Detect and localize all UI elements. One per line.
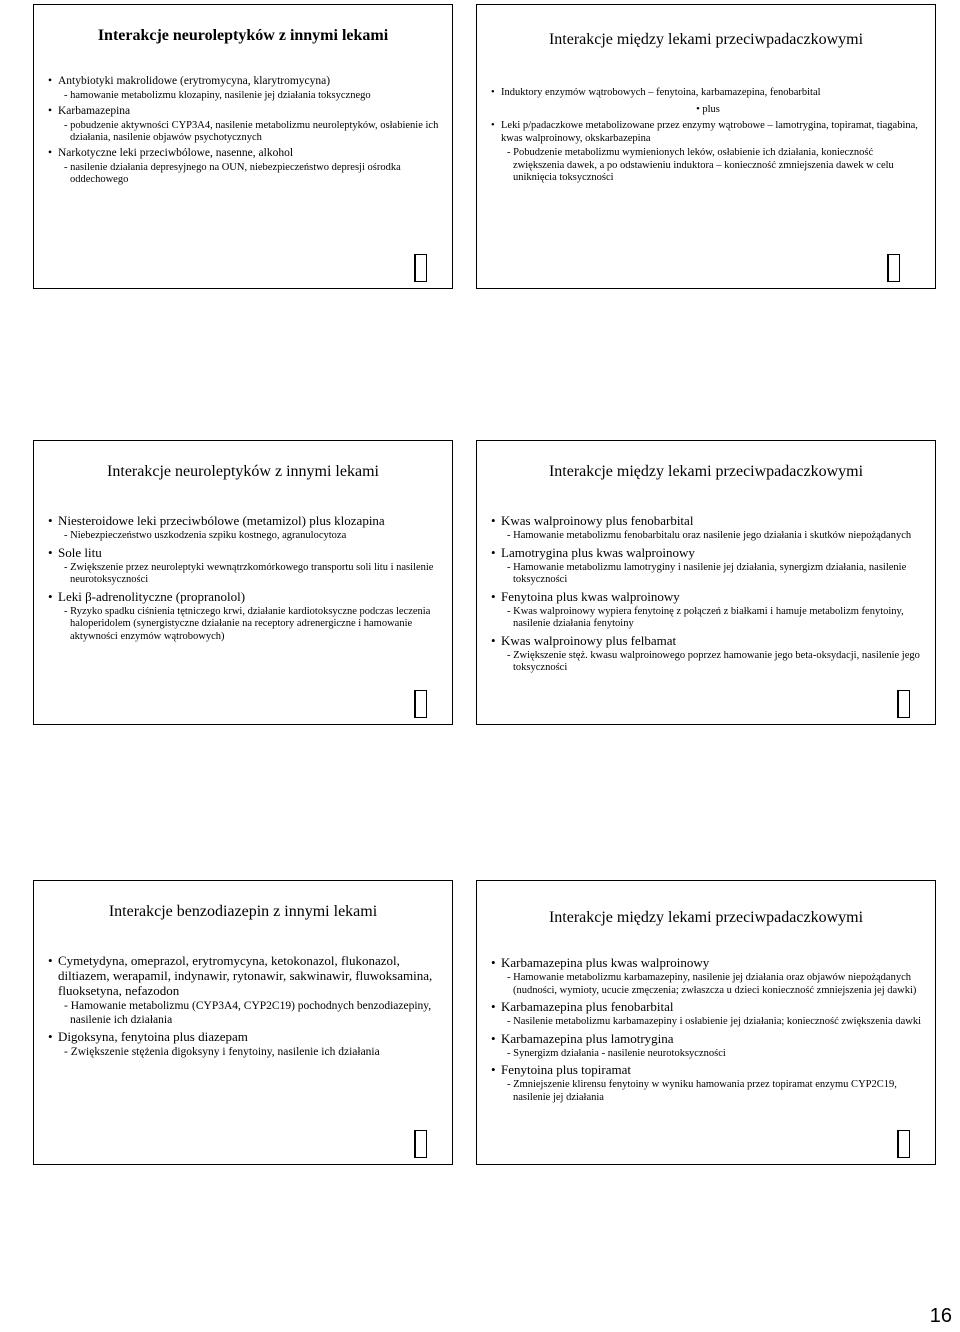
bullet-icon: • [696,103,703,115]
list-subitem: - hamowanie metabolizmu klozapiny, nasilenie jej działania toksycznego [64,90,371,101]
bullet-icon: • [491,544,496,560]
list-item: • Antybiotyki makrolidowe (erytromycyna, klarytromycyna) [48,75,331,87]
list-item: • Fenytoina plus topiramat [491,1062,631,1077]
slide-1 [33,4,453,289]
bullet-icon: • [491,999,496,1014]
bullet-icon: • [48,75,53,87]
list-subitem: - Zwiększenie stęż. kwasu walproinowego poprzez hamowanie jego beta-oksydacji, nasilenie jego toksyczności [507,649,920,673]
slide-body [48,511,442,643]
bullet-icon: • [48,104,53,117]
list-item: • Karbamazepina plus kwas walproinowy [491,955,710,970]
slide-page-icon [414,1130,427,1158]
list-item: • plus [696,103,720,115]
slide-3 [33,440,453,725]
bullet-icon: • [48,1029,53,1044]
slide-title: Interakcje neuroleptyków z innymi lekami [97,27,389,44]
slide-title: Interakcje między lekami przeciwpadaczkowymi [548,909,864,926]
slide-page-icon [414,254,427,282]
list-subitem: - Kwas walproinowy wypiera fenytoinę z połączeń z białkami i hamuje metabolizm fenytoiny, nasilenie działania fenytoiny [507,605,904,629]
list-item: • Niesteroidowe leki przeciwbólowe (metamizol) plus klozapina [48,513,385,528]
list-subitem: - Zwiększenie przez neuroleptyki wewnątrzkomórkowego transportu soli litu i nasilenie neurotoksyczności [64,561,434,585]
bullet-icon: • [491,1030,496,1046]
slide-body [48,73,442,187]
list-subitem: - Pobudzenie metabolizmu wymienionych leków, osłabienie ich działania, konieczność zwiększenia dawek, a po odstawieniu induktora – konieczność zmniejszenia dawek w celu uniknięcia toksyczności [507,147,894,183]
slide-page-icon [897,1130,910,1158]
list-item: • Induktory enzymów wątrobowych – fenytoina, karbamazepina, fenobarbital [491,87,821,98]
bullet-icon: • [491,588,496,604]
list-subitem: - Ryzyko spadku ciśnienia tętniczego krwi, działanie kardiotoksyczne podczas leczenia haloperidolem (synergistyczne działanie na receptory adrenergiczne i hamowanie aktywności enzymów wątrobowych) [64,605,431,642]
slide-body [491,511,925,675]
slide-page-icon [414,690,427,718]
slide-body [491,85,925,185]
slide-4 [476,440,936,725]
bullet-icon: • [491,1062,496,1077]
slide-title: Interakcje między lekami przeciwpadaczkowymi [548,463,864,480]
list-item: • Karbamazepina plus lamotrygina [491,1030,674,1046]
slide-body [491,953,925,1104]
slide-title: Interakcje neuroleptyków z innymi lekami [107,463,379,480]
list-item: • Kwas walproinowy plus felbamat [491,632,677,648]
slide-title: Interakcje benzodiazepin z innymi lekami [108,903,378,920]
bullet-icon: • [491,632,496,648]
list-subitem: - pobudzenie aktywności CYP3A4, nasilenie metabolizmu neuroleptyków, osłabienie ich działania, nasilenie objawów psychotycznych [64,119,439,143]
bullet-icon: • [48,146,53,159]
slide-6 [476,880,936,1165]
list-item: • Leki β-adrenolityczne (propranolol) [48,588,246,604]
list-item: • Karbamazepina [48,104,131,117]
list-item: • Kwas walproinowy plus fenobarbital [491,513,694,528]
slide-page-icon [897,690,910,718]
bullet-icon: • [491,955,496,970]
list-item: • Leki p/padaczkowe metabolizowane przez enzymy wątrobowe – lamotrygina, topiramat, tiagabina, kwas walproinowy, okskarbazepina [491,120,918,144]
list-subitem: - Synergizm działania - nasilenie neurotoksyczności [507,1047,726,1059]
bullet-icon: • [48,953,53,968]
page-number: 16 [929,1305,952,1327]
list-subitem: - Hamowanie metabolizmu lamotryginy i nasilenie jej działania, synergizm działania, nasilenie toksyczności [507,561,907,585]
bullet-icon: • [48,588,53,604]
list-subitem: - nasilenie działania depresyjnego na OUN, niebezpieczeństwo depresji ośrodka oddechowego [64,161,401,185]
slide-5 [33,880,453,1165]
list-item: • Cymetydyna, omeprazol, erytromycyna, ketokonazol, flukonazol, diltiazem, werapamil, indynawir, rytonawir, sakwinawir, fluwoksamina, fluoksetyna, nefazodon [48,953,433,998]
list-item: • Digoksyna, fenytoina plus diazepam [48,1029,248,1044]
list-item: • Sole litu [48,544,102,560]
list-subitem: - Niebezpieczeństwo uszkodzenia szpiku kostnego, agranulocytoza [64,530,347,541]
list-subitem: - Hamowanie metabolizmu (CYP3A4, CYP2C19) pochodnych benzodiazepiny, nasilenie ich działania [64,1000,432,1026]
slide-2 [476,4,936,289]
list-item: • Narkotyczne leki przeciwbólowe, nasenne, alkohol [48,146,294,159]
list-item: • Lamotrygina plus kwas walproinowy [491,544,695,560]
list-subitem: - Zwiększenie stężenia digoksyny i fenytoiny, nasilenie ich działania [64,1046,380,1058]
list-subitem: - Hamowanie metabolizmu karbamazepiny, nasilenie jej działania oraz objawów niepożądanych (nudności, wymioty, ucucie zmęczenia; zwłaszcza u dzieci konieczność zmniejszenia jej dawki) [507,972,917,996]
bullet-icon: • [48,513,53,528]
list-item: • Karbamazepina plus fenobarbital [491,999,674,1014]
list-subitem: - Zmniejszenie klirensu fenytoiny w wyniku hamowania przez topiramat enzymu CYP2C19, nasilenie jej działania [507,1079,897,1103]
list-subitem: - Hamowanie metabolizmu fenobarbitalu oraz nasilenie jego działania i skutków niepożądanych [507,530,912,541]
list-subitem: - Nasilenie metabolizmu karbamazepiny i osłabienie jej działania; konieczność zwiększenia dawki [507,1016,922,1027]
bullet-icon: • [48,544,53,560]
bullet-icon: • [491,513,496,528]
list-item: • Fenytoina plus kwas walproinowy [491,588,680,604]
slide-title: Interakcje między lekami przeciwpadaczkowymi [548,31,864,48]
bullet-icon: • [491,87,495,98]
bullet-icon: • [491,120,495,131]
slide-page-icon [887,254,900,282]
slide-body [48,951,442,1060]
